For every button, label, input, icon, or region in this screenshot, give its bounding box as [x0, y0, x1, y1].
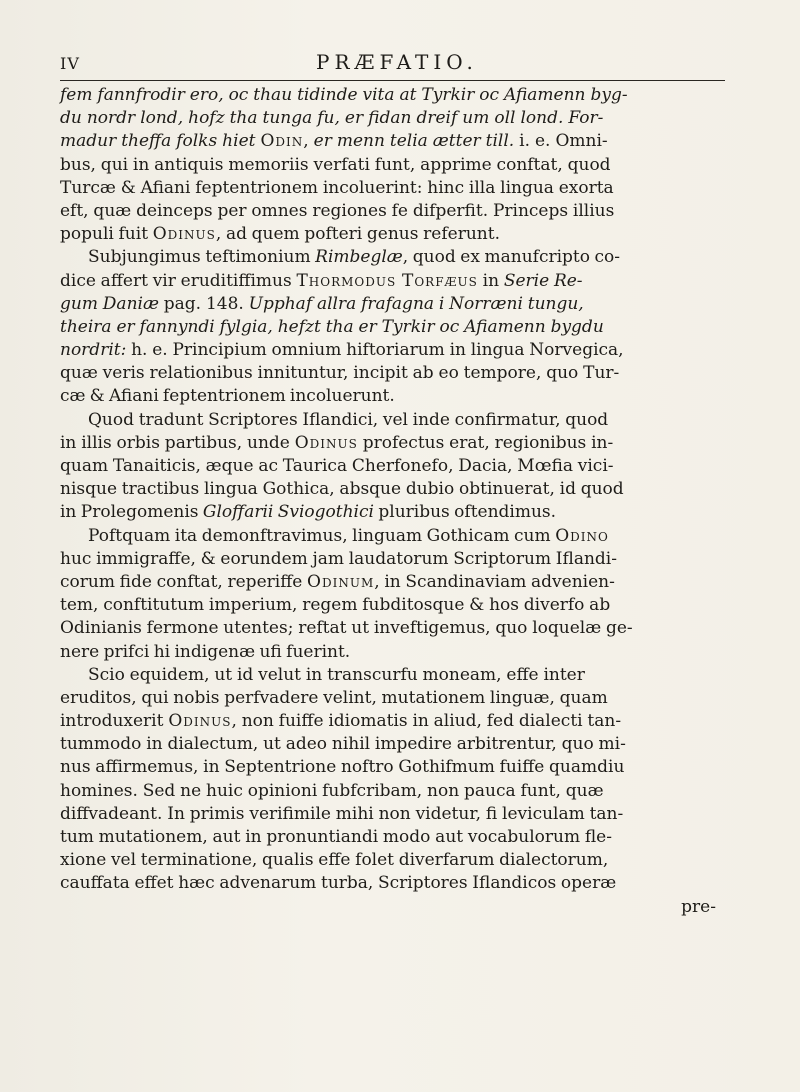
text-line [60, 548, 730, 571]
text-line [60, 130, 730, 153]
text-run: in [477, 270, 504, 291]
text-line [60, 316, 730, 339]
text-line [60, 872, 730, 895]
italic-text: fem fannfrodir ero, oc thau tidinde vita at Tyrkir oc Afiamenn byg- [60, 85, 628, 105]
proper-name: Odin [260, 131, 304, 152]
text-line [60, 594, 730, 617]
text-run: in illis orbis partibus, unde [60, 432, 295, 453]
text-run: Quod tradunt Scriptores Iflandici, vel inde confirmatur, quod [88, 409, 609, 430]
text-run: h. e. Principium omnium hiftoriarum in lingua Norvegica, [126, 340, 624, 361]
text-line [60, 432, 730, 455]
text-run: pag. 148. [158, 293, 249, 314]
text-line [60, 362, 730, 385]
text-line [60, 756, 730, 779]
text-line [60, 478, 730, 501]
text-run: , in Scandinaviam advenien- [374, 571, 615, 592]
text-line [60, 84, 730, 107]
text-run: tummodo in dialectum, ut adeo nihil impedire arbitrentur, quo mi- [60, 734, 626, 755]
text-line [60, 293, 730, 316]
text-run: i. e. Omni- [514, 131, 608, 152]
italic-text: Serie Re- [503, 270, 583, 291]
text-line [60, 849, 730, 872]
text-run: quæ veris relationibus innituntur, incipit ab eo tempore, quo Tur- [60, 363, 620, 384]
italic-text: er menn telia ætter till. [313, 131, 515, 152]
text-run: quam Tanaiticis, æque ac Taurica Cherfonefo, Dacia, Mœfia vici- [60, 456, 614, 476]
text-run: , [303, 131, 314, 152]
text-run: , quod ex manufcripto co- [402, 247, 621, 268]
catchword: pre- [681, 896, 716, 917]
text-run: pluribus oftendimus. [373, 502, 557, 523]
text-run: profectus erat, regionibus in- [357, 432, 614, 453]
text-line [60, 687, 730, 710]
text-run: Poftquam ita demonftravimus, linguam Gothicam cum [88, 525, 556, 546]
text-line [60, 826, 730, 849]
proper-name: Odinus [294, 432, 358, 453]
text-run: cauffata effet hæc advenarum turba, Scriptores Iflandicos operæ [60, 873, 617, 894]
text-line [60, 339, 730, 362]
body-text [60, 84, 730, 919]
text-line [60, 733, 730, 756]
text-line [60, 525, 730, 548]
text-run: nus affirmemus, in Septentrione noftro Gothifmum fuiffe quamdiu [60, 757, 625, 778]
text-line [60, 409, 730, 432]
proper-name: Odinus [168, 711, 232, 732]
proper-name: Odino [555, 525, 609, 546]
text-line [60, 641, 730, 664]
text-run: bus, qui in antiquis memoriis verfati funt, apprime conftat, quod [60, 154, 611, 175]
text-run: tem, conftitutum imperium, regem fubditosque & hos diverfo ab [60, 595, 611, 616]
text-run: eruditos, qui nobis perfvadere velint, mutationem linguæ, quam [60, 687, 608, 708]
text-run: , ad quem pofteri genus referunt. [215, 224, 500, 245]
text-line [60, 571, 730, 594]
text-line [60, 177, 730, 200]
text-run: nisque tractibus lingua Gothica, absque dubio obtinuerat, id quod [60, 479, 624, 500]
text-line [60, 154, 730, 177]
text-line [60, 455, 730, 478]
proper-name: Odinum [307, 571, 375, 592]
text-line [60, 200, 730, 223]
text-run: cæ & Afiani feptentrionem incoluerunt. [60, 386, 395, 407]
text-run: dice affert vir eruditiffimus [60, 270, 297, 291]
text-line [60, 223, 730, 246]
text-line [60, 385, 730, 408]
italic-text: nordrit: [60, 340, 127, 361]
text-run: Subjungimus teftimonium [88, 247, 316, 268]
page-number: IV [60, 54, 80, 73]
text-run: corum fide conftat, reperiffe [60, 571, 308, 592]
text-run: Odinianis fermone utentes; reftat ut inveftigemus, quo loquelæ ge- [60, 618, 633, 639]
page-header [60, 50, 725, 80]
text-line [60, 803, 730, 826]
italic-text: Rimbeglæ [315, 247, 403, 268]
text-run: Scio equidem, ut id velut in transcurfu moneam, effe inter [88, 664, 585, 685]
proper-name: Odinus [152, 224, 216, 245]
header-rule [60, 80, 725, 81]
italic-text: du nordr lond, hofz tha tunga fu, er fidan dreif um oll lond. For- [60, 108, 604, 129]
text-run: Turcæ & Afiani feptentrionem incoluerint: hinc illa lingua exorta [60, 177, 614, 198]
text-line [60, 780, 730, 803]
italic-text: gum Daniæ [60, 293, 159, 314]
text-line [60, 710, 730, 733]
running-title: PRÆFATIO. [316, 50, 478, 74]
italic-text: madur theffa folks hiet [60, 131, 261, 152]
text-run: introduxerit [60, 711, 169, 732]
text-line [60, 501, 730, 524]
text-line [60, 617, 730, 640]
text-run: homines. Sed ne huic opinioni fubfcribam, non pauca funt, quæ [60, 780, 604, 801]
italic-text: Upphaf allra frafagna i Norræni tungu, [248, 293, 584, 314]
text-line [60, 246, 730, 269]
text-run: tum mutationem, aut in pronuntiandi modo aut vocabulorum fle- [60, 827, 612, 847]
italic-text: Gloffarii Sviogothici [202, 502, 374, 523]
text-line [60, 270, 730, 293]
text-run: xione vel terminatione, qualis effe folet diverfarum dialectorum, [60, 850, 609, 871]
text-line [60, 664, 730, 687]
text-run: huc immigraffe, & eorundem jam laudatorum Scriptorum Iflandi- [60, 548, 617, 569]
italic-text: theira er fannyndi fylgia, hefzt tha er Tyrkir oc Afiamenn bygdu [60, 316, 604, 337]
text-run: , non fuiffe idiomatis in aliud, fed dialecti tan- [231, 711, 622, 732]
proper-name: Thormodus Torfæus [296, 270, 478, 291]
text-run: populi fuit [60, 224, 153, 245]
text-line [60, 107, 730, 130]
text-run: nere prifci hi indigenæ ufi fuerint. [60, 641, 351, 662]
text-run: eft, quæ deinceps per omnes regiones fe difperfit. Princeps illius [60, 200, 615, 221]
text-run: in Prolegomenis [60, 502, 203, 523]
text-run: diffvadeant. In primis verifimile mihi non videtur, fi leviculam tan- [60, 803, 624, 824]
